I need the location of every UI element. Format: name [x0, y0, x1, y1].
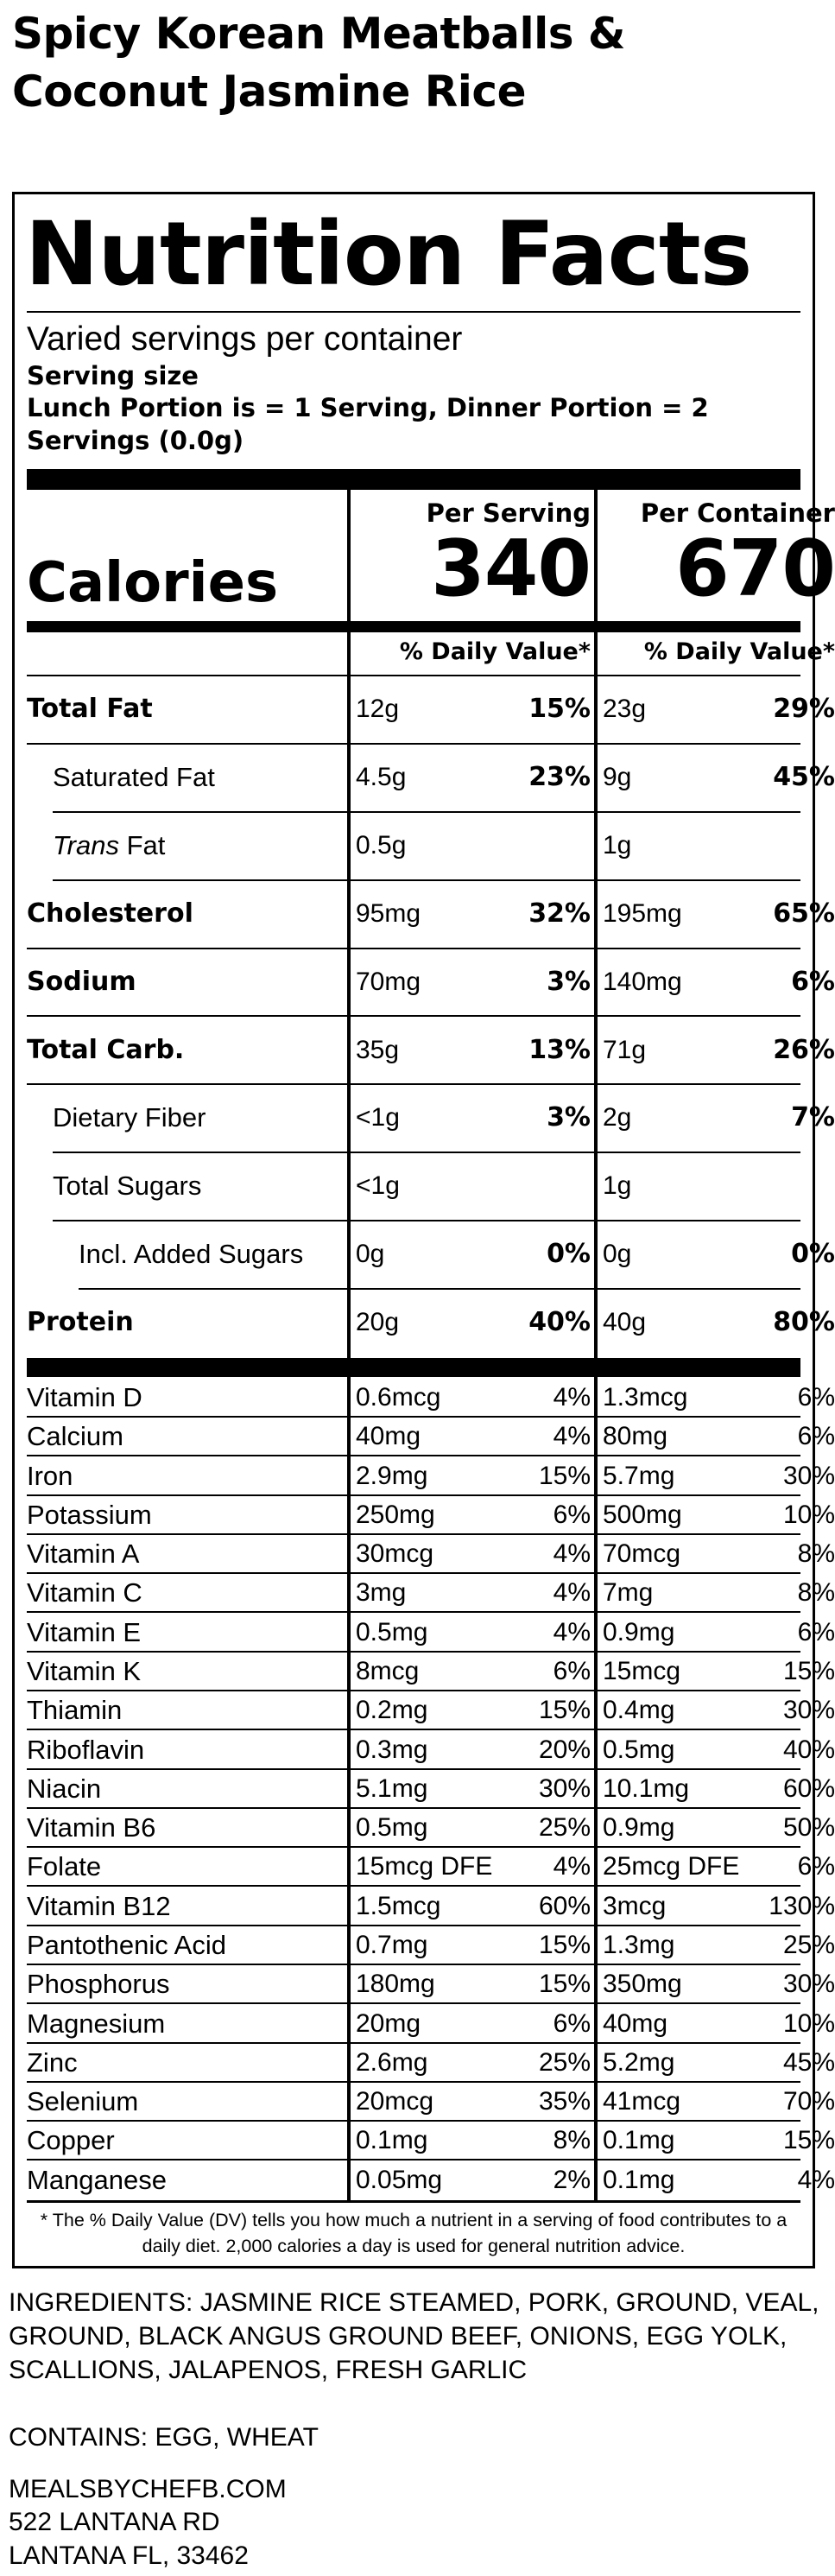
serving-daily-value: 25%	[538, 1813, 591, 1842]
micro-row	[27, 1653, 835, 1691]
micro-row	[27, 1379, 835, 1418]
container-daily-value: 26%	[773, 1034, 835, 1065]
nutrient-name-italic: Trans	[53, 829, 119, 860]
serving-daily-value: 4%	[553, 1578, 591, 1607]
serving-amount: 12g	[356, 695, 400, 723]
nutrient-name: Dietary Fiber	[53, 1102, 206, 1133]
micro-row	[27, 1457, 835, 1496]
micro-row	[27, 1574, 835, 1613]
container-amount: 5.2mg	[603, 2048, 675, 2077]
row-rule	[27, 1729, 347, 1730]
container-daily-value: 25%	[782, 1931, 835, 1959]
serving-amount: 30mcg	[356, 1539, 434, 1568]
micro-row	[27, 2083, 835, 2122]
container-daily-value: 6%	[797, 1618, 835, 1646]
micro-row	[27, 1691, 835, 1730]
serving-daily-value: 3%	[547, 966, 591, 997]
micro-row	[27, 1888, 835, 1926]
nutrient-name: Vitamin E	[27, 1617, 142, 1647]
macro-row	[27, 949, 835, 1018]
container-amount: 3mcg	[603, 1892, 667, 1920]
serving-amount: 95mg	[356, 898, 421, 928]
serving-amount: 0.5mg	[356, 1813, 428, 1842]
per-container-label: Per Container	[640, 498, 835, 528]
serving-amount: 0.3mg	[356, 1735, 428, 1764]
serving-amount: 0.6mcg	[356, 1383, 441, 1412]
nutrient-name: Total Fat	[27, 694, 153, 724]
daily-value-footnote: * The % Daily Value (DV) tells you how much a nutrient in a serving of food contributes to a daily diet. 2,000 calories a day is used for general nutrition advice.	[40, 2210, 788, 2256]
nutrient-name: Vitamin K	[27, 1656, 142, 1686]
container-amount: 0.1mg	[603, 2166, 675, 2194]
container-amount: 1.3mcg	[603, 1383, 688, 1412]
container-amount: 10.1mg	[603, 1774, 690, 1803]
row-rule	[27, 1455, 347, 1456]
macro-row	[27, 1290, 835, 1358]
container-daily-value: 15%	[782, 2126, 835, 2154]
nutrition-facts-heading: Nutrition Facts	[25, 203, 752, 306]
footnote-rule	[27, 2200, 800, 2203]
serving-daily-value: 15%	[538, 1696, 591, 1724]
serving-amount: 0.7mg	[356, 1931, 428, 1959]
nutrient-name: Calcium	[27, 1421, 123, 1451]
serving-daily-value: 4%	[553, 1422, 591, 1450]
serving-daily-value: 4%	[553, 1383, 591, 1412]
container-amount: 1g	[603, 830, 632, 860]
serving-daily-value: 4%	[553, 1539, 591, 1568]
container-amount: 5.7mg	[603, 1462, 675, 1490]
serving-daily-value: 6%	[553, 1501, 591, 1529]
container-amount: 0.5mg	[603, 1735, 675, 1764]
micro-row	[27, 1965, 835, 2004]
serving-daily-value: 40%	[528, 1307, 591, 1338]
serving-amount: 250mg	[356, 1501, 435, 1529]
container-amount: 9g	[603, 762, 632, 791]
row-rule	[347, 2159, 800, 2160]
container-amount: 195mg	[603, 898, 682, 928]
nutrient-name: Thiamin	[27, 1695, 123, 1725]
serving-daily-value: 15%	[538, 1462, 591, 1490]
nutrient-name: Copper	[27, 2125, 115, 2155]
company-website: MEALSBYCHEFB.COM	[9, 2475, 287, 2503]
container-daily-value: 65%	[773, 898, 835, 929]
container-daily-value: 6%	[797, 1852, 835, 1881]
serving-amount: 0.1mg	[356, 2126, 428, 2154]
container-daily-value: 50%	[782, 1813, 835, 1842]
row-rule	[347, 2002, 800, 2004]
nutrient-name: Incl. Added Sugars	[79, 1239, 304, 1270]
nutrient-name: Vitamin B6	[27, 1812, 156, 1843]
container-daily-value: 80%	[773, 1307, 835, 1338]
nutrient-name: Folate	[27, 1851, 102, 1881]
serving-amount: 5.1mg	[356, 1774, 428, 1803]
ingredients-list: INGREDIENTS: JASMINE RICE STEAMED, PORK, GROUND, VEAL, GROUND, BLACK ANGUS GROUND BEEF, ONIONS, EGG YOLK, SCALLIONS, JALAPENOS, FRESH GARLIC	[9, 2288, 819, 2384]
container-daily-value: 45%	[773, 761, 835, 792]
container-daily-value: 8%	[797, 1578, 835, 1607]
nutrient-name: Zinc	[27, 2047, 78, 2078]
serving-daily-value: 8%	[553, 2126, 591, 2154]
container-daily-value: 40%	[782, 1735, 835, 1764]
calories-label: Calories	[27, 551, 279, 615]
container-amount: 80mg	[603, 1422, 668, 1450]
container-amount: 0.9mg	[603, 1813, 675, 1842]
row-rule	[27, 1885, 347, 1887]
row-rule	[27, 2002, 347, 2004]
nutrient-name: Manganese	[27, 2165, 168, 2195]
serving-daily-value: 4%	[553, 1618, 591, 1646]
serving-daily-value: 6%	[553, 2009, 591, 2038]
nutrient-name: Sodium	[27, 966, 136, 997]
container-amount: 0.9mg	[603, 1618, 675, 1646]
serving-size-label: Serving size	[27, 361, 199, 390]
serving-daily-value: 25%	[538, 2048, 591, 2077]
container-daily-value: 0%	[791, 1239, 835, 1270]
macro-row	[27, 1018, 835, 1086]
macro-row	[27, 1085, 835, 1153]
serving-amount: 15mcg DFE	[356, 1852, 493, 1881]
container-daily-value: 130%	[769, 1892, 835, 1920]
serving-amount: 20mg	[356, 2009, 421, 2038]
container-daily-value: 6%	[797, 1422, 835, 1450]
container-amount: 70mcg	[603, 1539, 681, 1568]
micro-row	[27, 1535, 835, 1574]
nutrient-name: Selenium	[27, 2086, 139, 2116]
container-daily-value: 30%	[782, 1462, 835, 1490]
serving-size-value: Lunch Portion is = 1 Serving, Dinner Portion = 2 Servings (0.0g)	[27, 393, 709, 455]
serving-amount: 0.5mg	[356, 1618, 428, 1646]
container-daily-value: 6%	[791, 966, 835, 997]
container-amount: 41mcg	[603, 2087, 681, 2116]
allergen-contains: CONTAINS: EGG, WHEAT	[9, 2423, 319, 2452]
serving-daily-value: 15%	[528, 694, 591, 724]
micro-row	[27, 2044, 835, 2083]
container-amount: 71g	[603, 1035, 647, 1064]
serving-amount: 1.5mcg	[356, 1892, 441, 1920]
serving-daily-value: 60%	[538, 1892, 591, 1920]
container-amount: 1g	[603, 1171, 632, 1201]
serving-daily-value: 32%	[528, 898, 591, 929]
nutrient-name: Niacin	[27, 1773, 102, 1804]
row-rule	[347, 1885, 800, 1887]
container-daily-value: 30%	[782, 1970, 835, 1998]
nutrient-name: Phosphorus	[27, 1969, 170, 1999]
nutrient-name-rest: Fat	[118, 829, 166, 860]
container-daily-value: 70%	[782, 2087, 835, 2116]
container-daily-value: 45%	[782, 2048, 835, 2077]
serving-daily-value: 3%	[547, 1102, 591, 1133]
nutrient-name	[53, 813, 165, 879]
row-rule	[347, 1611, 800, 1613]
nutrient-name: Total Sugars	[53, 1171, 202, 1202]
serving-amount: 2.9mg	[356, 1462, 428, 1490]
nutrient-name: Vitamin B12	[27, 1891, 171, 1921]
nutrient-name: Magnesium	[27, 2008, 166, 2039]
container-daily-value: 15%	[782, 1657, 835, 1685]
container-amount: 15mcg	[603, 1657, 681, 1685]
row-rule	[347, 1455, 800, 1456]
serving-daily-value: 15%	[538, 1970, 591, 1998]
micro-row	[27, 1418, 835, 1456]
serving-amount: 180mg	[356, 1970, 435, 1998]
serving-daily-value: 35%	[538, 2087, 591, 2116]
container-amount: 23g	[603, 695, 647, 723]
serving-amount: <1g	[356, 1171, 400, 1201]
company-address-line2: LANTANA FL, 33462	[9, 2541, 249, 2570]
serving-amount: 40mg	[356, 1422, 421, 1450]
nutrient-name: Cholesterol	[27, 898, 193, 929]
serving-daily-value: 30%	[538, 1774, 591, 1803]
nutrition-facts-label	[12, 192, 835, 2268]
container-amount: 2g	[603, 1103, 632, 1133]
micro-row	[27, 1614, 835, 1653]
servings-per-container: Varied servings per container	[27, 320, 463, 358]
macro-row	[27, 676, 835, 745]
container-daily-value: 8%	[797, 1539, 835, 1568]
container-amount: 140mg	[603, 967, 682, 996]
row-rule	[347, 1729, 800, 1730]
container-amount: 350mg	[603, 1970, 682, 1998]
serving-amount: 2.6mg	[356, 2048, 428, 2077]
nutrient-name: Iron	[27, 1461, 73, 1491]
container-daily-value: 6%	[797, 1383, 835, 1412]
calories-thick-bar	[27, 621, 800, 632]
serving-daily-value: 4%	[553, 1852, 591, 1881]
serving-daily-value: 20%	[538, 1735, 591, 1764]
serving-amount: 0.2mg	[356, 1696, 428, 1724]
micro-row	[27, 2005, 835, 2044]
container-amount: 0g	[603, 1240, 632, 1269]
container-amount: 7mg	[603, 1578, 654, 1607]
container-amount: 0.1mg	[603, 2126, 675, 2154]
container-amount: 1.3mg	[603, 1931, 675, 1959]
serving-amount: 0.5g	[356, 830, 407, 860]
heading-rule	[27, 311, 800, 313]
nutrient-name: Pantothenic Acid	[27, 1930, 226, 1960]
nutrient-name: Total Carb.	[27, 1034, 185, 1065]
protein-thick-bar	[27, 1358, 800, 1377]
micro-row	[27, 2122, 835, 2160]
serving-amount: 0g	[356, 1240, 385, 1269]
nutrient-name: Potassium	[27, 1500, 152, 1530]
daily-value-header-serving: % Daily Value*	[399, 638, 591, 665]
micro-row	[27, 1770, 835, 1809]
macro-row	[27, 745, 835, 813]
macro-row	[27, 813, 800, 881]
serving-daily-value: 2%	[553, 2166, 591, 2194]
serving-daily-value: 13%	[528, 1034, 591, 1065]
micro-row	[27, 1496, 835, 1535]
serving-amount: <1g	[356, 1103, 400, 1133]
nutrient-name: Saturated Fat	[53, 761, 215, 792]
calories-per-container: 670	[675, 523, 835, 614]
micro-row	[27, 2161, 835, 2200]
serving-daily-value: 6%	[553, 1657, 591, 1685]
micro-row	[27, 1926, 835, 1965]
company-address-line1: 522 LANTANA RD	[9, 2508, 220, 2536]
container-daily-value: 60%	[782, 1774, 835, 1803]
row-rule	[27, 1611, 347, 1613]
nutrient-name: Vitamin C	[27, 1577, 142, 1608]
container-amount: 25mcg DFE	[603, 1852, 740, 1881]
container-daily-value: 7%	[791, 1102, 835, 1133]
container-daily-value: 29%	[773, 694, 835, 724]
daily-value-header-container: % Daily Value*	[643, 638, 835, 665]
nutrient-name: Vitamin D	[27, 1382, 142, 1412]
serving-daily-value: 23%	[528, 761, 591, 792]
micro-row	[27, 1848, 835, 1887]
container-daily-value: 30%	[782, 1696, 835, 1724]
serving-amount: 20g	[356, 1308, 400, 1337]
calories-per-serving: 340	[431, 523, 591, 614]
container-amount: 40mg	[603, 2009, 668, 2038]
container-amount: 40g	[603, 1308, 647, 1337]
nutrient-name: Protein	[27, 1307, 134, 1338]
product-title: Spicy Korean Meatballs & Coconut Jasmine Rice	[12, 9, 625, 117]
macro-row	[27, 1221, 835, 1290]
serving-amount: 8mcg	[356, 1657, 420, 1685]
container-daily-value: 10%	[782, 1501, 835, 1529]
micro-row	[27, 1731, 835, 1770]
container-amount: 0.4mg	[603, 1696, 675, 1724]
per-serving-label: Per Serving	[426, 498, 591, 528]
serving-amount: 70mg	[356, 967, 421, 996]
serving-amount: 4.5g	[356, 762, 407, 791]
container-daily-value: 10%	[782, 2009, 835, 2038]
serving-amount: 35g	[356, 1035, 400, 1064]
serving-amount: 3mg	[356, 1578, 407, 1607]
serving-amount: 20mcg	[356, 2087, 434, 2116]
serving-amount: 0.05mg	[356, 2166, 443, 2194]
container-daily-value: 4%	[797, 2166, 835, 2194]
macro-row	[27, 1153, 800, 1221]
micro-row	[27, 1809, 835, 1848]
serving-daily-value: 0%	[547, 1239, 591, 1270]
nutrient-name: Riboflavin	[27, 1735, 145, 1765]
macro-row	[27, 881, 835, 949]
serving-daily-value: 15%	[538, 1931, 591, 1959]
row-rule	[27, 2159, 347, 2160]
container-amount: 500mg	[603, 1501, 682, 1529]
nutrient-name: Vitamin A	[27, 1539, 140, 1569]
serving-size-thick-bar	[27, 469, 800, 490]
